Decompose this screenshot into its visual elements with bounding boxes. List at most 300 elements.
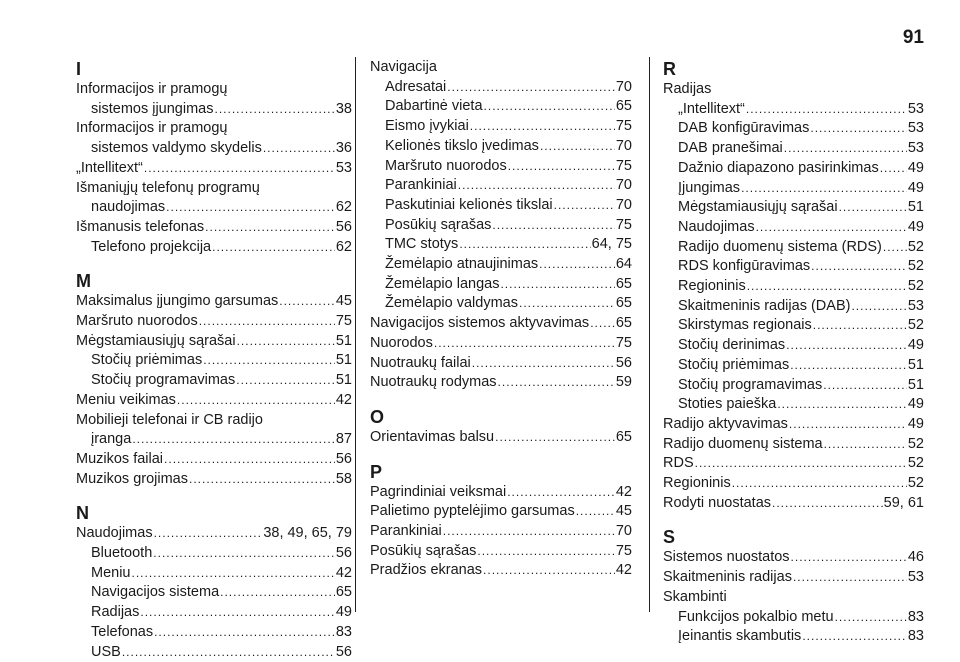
index-entry: [370, 117, 632, 137]
entry-page: 56: [335, 545, 352, 562]
index-entry: [76, 351, 352, 371]
entry-page: 65: [335, 584, 352, 601]
section-gap: [76, 489, 352, 502]
entry-page: 70: [615, 137, 632, 154]
dot-leader: [140, 603, 335, 623]
index-heading: Išmaniųjų telefonų programų: [76, 179, 260, 196]
entry-text: „Intellitext“: [678, 100, 745, 117]
dot-leader: [144, 159, 335, 179]
entry-page: 87: [335, 431, 352, 448]
index-entry: [76, 139, 352, 159]
entry-page: 49: [907, 337, 924, 354]
dot-leader: [732, 474, 907, 494]
entry-text: DAB pranešimai: [678, 140, 783, 157]
entry-text: RDS konfigūravimas: [678, 258, 811, 275]
dot-leader: [590, 314, 615, 334]
index-heading: Mobilieji telefonai ir CB radijo: [76, 411, 263, 428]
entry-page: 38, 49, 65, 79: [263, 525, 352, 542]
entry-page: 49: [907, 159, 924, 176]
entry-text: Dabartinė vieta: [385, 98, 483, 115]
entry-page: 56: [335, 450, 352, 467]
entry-page: 75: [615, 542, 632, 559]
entry-text: Meniu veikimas: [76, 391, 176, 408]
dot-leader: [434, 334, 615, 354]
section-letter: R: [663, 59, 676, 79]
index-entry: [370, 216, 632, 236]
dot-leader: [492, 216, 614, 236]
entry-text: sistemos valdymo skydelis: [91, 140, 262, 157]
dot-leader: [164, 450, 335, 470]
dot-leader: [199, 312, 335, 332]
entry-text: Rodyti nuostatas: [663, 494, 772, 511]
index-entry: [663, 297, 924, 317]
dot-leader: [500, 275, 614, 295]
dot-leader: [539, 255, 615, 275]
entry-page: 83: [335, 623, 352, 640]
index-entry: [76, 583, 352, 603]
index-entry: [663, 435, 924, 455]
index-entry: [76, 292, 352, 312]
index-entry: [76, 371, 352, 391]
dot-leader: [791, 548, 907, 568]
dot-leader: [811, 257, 907, 277]
entry-page: 49: [907, 218, 924, 235]
entry-page: 75: [615, 334, 632, 351]
entry-text: Maksimalus įjungimo garsumas: [76, 293, 279, 310]
index-heading: Informacijos ir pramogų: [76, 81, 228, 97]
dot-leader: [790, 356, 907, 376]
entry-page: 51: [335, 352, 352, 369]
dot-leader: [746, 100, 907, 120]
entry-text: Išmanusis telefonas: [76, 218, 205, 235]
dot-leader: [823, 376, 907, 396]
entry-text: sistemos įjungimas: [91, 100, 214, 117]
entry-page: 70: [615, 78, 632, 95]
entry-page: 62: [335, 199, 352, 216]
entry-text: Muzikos failai: [76, 450, 164, 467]
entry-text: Maršruto nuorodos: [76, 313, 198, 330]
entry-text: Parankiniai: [385, 177, 457, 194]
index-entry: [663, 415, 924, 435]
entry-page: 49: [335, 604, 352, 621]
index-column-3: [663, 58, 924, 647]
entry-text: Skaitmeninis radijas: [663, 569, 792, 586]
entry-page: 65: [615, 275, 632, 292]
entry-page: 64, 75: [591, 236, 632, 253]
entry-page: 53: [335, 159, 352, 176]
entry-text: Žemėlapio valdymas: [385, 295, 518, 312]
dot-leader: [154, 524, 263, 544]
index-entry: [76, 312, 352, 332]
index-entry: [76, 450, 352, 470]
entry-page: 42: [615, 562, 632, 579]
index-heading: Skambinti: [663, 588, 727, 605]
section-gap: [370, 393, 632, 406]
dot-leader: [205, 218, 335, 238]
entry-text: Stočių programavimas: [678, 376, 823, 393]
entry-page: 70: [615, 177, 632, 194]
index-entry: [370, 542, 632, 562]
entry-text: Radijo duomenų sistema (RDS): [678, 238, 882, 255]
entry-page: 65: [615, 295, 632, 312]
entry-page: 65: [615, 428, 632, 445]
entry-text: „Intellitext“: [76, 159, 143, 176]
index-entry: [663, 100, 924, 120]
entry-text: Bluetooth: [91, 545, 153, 562]
entry-page: 53: [907, 569, 924, 586]
column-divider: [649, 57, 650, 612]
index-entry: [76, 623, 352, 643]
dot-leader: [470, 117, 615, 137]
dot-leader: [189, 470, 335, 490]
index-entry: [663, 159, 924, 179]
entry-page: 52: [907, 278, 924, 295]
dot-leader: [263, 139, 335, 159]
entry-page: 52: [907, 475, 924, 492]
entry-text: Mėgstamiausiųjų sąrašai: [678, 199, 838, 216]
entry-text: Žemėlapio langas: [385, 275, 500, 292]
dot-leader: [459, 235, 590, 255]
entry-page: 56: [335, 218, 352, 235]
entry-text: Posūkių sąrašas: [370, 542, 477, 559]
entry-page: 65: [615, 98, 632, 115]
index-entry: [663, 395, 924, 415]
section-letter: I: [76, 59, 82, 79]
dot-leader: [784, 139, 907, 159]
index-entry: [663, 474, 924, 494]
index-entry: [370, 235, 632, 255]
entry-text: Įeinantis skambutis: [678, 628, 802, 645]
index-column-2: [370, 58, 632, 581]
index-entry: [663, 238, 924, 258]
entry-text: Radijas: [91, 604, 140, 621]
dot-leader: [741, 179, 907, 199]
entry-text: Stočių derinimas: [678, 337, 786, 354]
entry-text: Orientavimas balsu: [370, 428, 495, 445]
column-divider: [355, 57, 356, 612]
entry-page: 75: [335, 313, 352, 330]
index-entry: [663, 119, 924, 139]
entry-text: Stočių priėmimas: [91, 352, 203, 369]
entry-text: TMC stotys: [385, 236, 459, 253]
index-entry: [370, 373, 632, 393]
entry-text: Naudojimas: [76, 525, 153, 542]
entry-text: Funkcijos pokalbio metu: [678, 608, 834, 625]
dot-leader: [540, 137, 615, 157]
index-entry: [76, 100, 352, 120]
entry-page: 58: [335, 470, 352, 487]
entry-text: Radijo aktyvavimas: [663, 415, 788, 432]
entry-text: Nuotraukų failai: [370, 354, 471, 371]
index-entry: [76, 643, 352, 662]
entry-page: 42: [335, 391, 352, 408]
index-entry: [663, 198, 924, 218]
dot-leader: [507, 483, 615, 503]
dot-leader: [756, 218, 907, 238]
dot-leader: [880, 159, 907, 179]
index-entry: [76, 391, 352, 411]
entry-text: Naudojimas: [678, 218, 755, 235]
index-entry: [370, 428, 632, 448]
index-entry: [663, 257, 924, 277]
entry-page: 83: [907, 608, 924, 625]
entry-page: 53: [907, 120, 924, 137]
section-letter: S: [663, 527, 676, 548]
dot-leader: [484, 97, 615, 117]
section-gap: [663, 513, 924, 526]
index-entry: [663, 454, 924, 474]
dot-leader: [122, 643, 335, 662]
index-entry: [76, 430, 352, 450]
index-column-1: [76, 58, 352, 662]
entry-text: Meniu: [91, 564, 131, 581]
dot-leader: [508, 157, 615, 177]
index-entry: [663, 494, 924, 514]
index-entry: [370, 97, 632, 117]
index-entry: [370, 78, 632, 98]
dot-leader: [495, 428, 615, 448]
dot-leader: [237, 332, 335, 352]
index-entry: [370, 354, 632, 374]
entry-text: Nuorodos: [370, 334, 433, 351]
entry-page: 46: [907, 549, 924, 566]
entry-page: 52: [907, 435, 924, 452]
dot-leader: [793, 568, 907, 588]
dot-leader: [220, 583, 335, 603]
entry-text: Skaitmeninis radijas (DAB): [678, 297, 851, 314]
entry-page: 65: [615, 315, 632, 332]
entry-text: Nuotraukų rodymas: [370, 374, 497, 391]
index-entry: [76, 470, 352, 490]
entry-text: naudojimas: [91, 199, 166, 216]
entry-page: 70: [615, 523, 632, 540]
section-gap: [76, 257, 352, 270]
dot-leader: [824, 435, 907, 455]
index-entry: [76, 218, 352, 238]
dot-leader: [154, 623, 335, 643]
dot-leader: [802, 627, 907, 647]
dot-leader: [883, 238, 907, 258]
entry-page: 51: [335, 332, 352, 349]
entry-page: 49: [907, 396, 924, 413]
entry-page: 75: [615, 157, 632, 174]
entry-text: Žemėlapio atnaujinimas: [385, 256, 539, 273]
dot-leader: [851, 297, 906, 317]
index-entry: [663, 316, 924, 336]
index-heading: Informacijos ir pramogų: [76, 120, 228, 137]
index-entry: [370, 314, 632, 334]
dot-leader: [212, 238, 335, 258]
entry-text: Stočių priėmimas: [678, 356, 790, 373]
entry-page: 36: [335, 140, 352, 157]
entry-page: 56: [335, 643, 352, 660]
entry-page: 42: [335, 564, 352, 581]
entry-text: Pradžios ekranas: [370, 562, 483, 579]
section-letter: O: [370, 406, 385, 427]
index-entry: [76, 159, 352, 179]
entry-page: 52: [907, 238, 924, 255]
entry-text: DAB konfigūravimas: [678, 120, 810, 137]
index-entry: [663, 627, 924, 647]
entry-page: 75: [615, 216, 632, 233]
entry-page: 53: [907, 100, 924, 117]
index-entry: [370, 157, 632, 177]
index-entry: [663, 277, 924, 297]
index-entry: [76, 198, 352, 218]
dot-leader: [498, 373, 615, 393]
dot-leader: [695, 454, 907, 474]
index-heading: Radijas: [663, 81, 712, 97]
entry-text: Posūkių sąrašas: [385, 216, 492, 233]
index-entry: [663, 336, 924, 356]
page-number: 91: [902, 27, 924, 48]
entry-text: Telefonas: [91, 623, 154, 640]
index-entry: [663, 568, 924, 588]
entry-page: 49: [907, 415, 924, 432]
entry-text: Stoties paieška: [678, 396, 777, 413]
entry-page: 70: [615, 196, 632, 213]
index-entry: [76, 544, 352, 564]
entry-text: Paskutiniai kelionės tikslai: [385, 196, 553, 213]
dot-leader: [835, 608, 907, 628]
index-entry: [370, 522, 632, 542]
dot-leader: [519, 294, 615, 314]
entry-page: 45: [615, 503, 632, 520]
dot-leader: [215, 100, 335, 120]
entry-page: 53: [907, 140, 924, 157]
entry-text: Regioninis: [663, 475, 731, 492]
entry-page: 64: [615, 256, 632, 273]
dot-leader: [447, 78, 615, 98]
entry-text: Sistemos nuostatos: [663, 549, 790, 566]
dot-leader: [203, 351, 335, 371]
section-letter: M: [76, 271, 91, 292]
entry-page: 52: [907, 455, 924, 472]
entry-page: 51: [335, 372, 352, 389]
entry-text: Skirstymas regionais: [678, 317, 812, 334]
dot-leader: [472, 354, 615, 374]
dot-leader: [279, 292, 335, 312]
index-entry: [663, 179, 924, 199]
entry-text: Regioninis: [678, 278, 746, 295]
index-entry: [76, 238, 352, 258]
dot-leader: [177, 391, 335, 411]
index-entry: [663, 608, 924, 628]
entry-text: Palietimo pyptelėjimo garsumas: [370, 503, 575, 520]
index-entry: [370, 137, 632, 157]
entry-page: 45: [335, 293, 352, 310]
dot-leader: [786, 336, 907, 356]
dot-leader: [747, 277, 907, 297]
entry-text: RDS: [663, 455, 694, 472]
entry-page: 52: [907, 317, 924, 334]
dot-leader: [483, 561, 615, 581]
dot-leader: [772, 494, 883, 514]
entry-page: 51: [907, 356, 924, 373]
index-entry: [663, 548, 924, 568]
section-letter: P: [370, 461, 383, 482]
dot-leader: [839, 198, 907, 218]
dot-leader: [236, 371, 335, 391]
entry-text: Mėgstamiausiųjų sąrašai: [76, 332, 236, 349]
entry-page: 75: [615, 118, 632, 135]
entry-page: 51: [907, 376, 924, 393]
index-entry: [370, 561, 632, 581]
entry-text: Maršruto nuorodos: [385, 157, 507, 174]
entry-page: 38: [335, 100, 352, 117]
entry-page: 62: [335, 238, 352, 255]
section-letter: N: [76, 503, 89, 524]
index-entry: [370, 255, 632, 275]
entry-text: Radijo duomenų sistema: [663, 435, 823, 452]
entry-text: Parankiniai: [370, 523, 442, 540]
dot-leader: [789, 415, 907, 435]
entry-text: Navigacijos sistema: [91, 584, 220, 601]
index-entry: [370, 176, 632, 196]
entry-text: Dažnio diapazono pasirinkimas: [678, 159, 879, 176]
dot-leader: [810, 119, 907, 139]
dot-leader: [132, 430, 335, 450]
dot-leader: [443, 522, 615, 542]
entry-page: 53: [907, 297, 924, 314]
entry-text: įranga: [91, 431, 132, 448]
entry-page: 42: [615, 483, 632, 500]
dot-leader: [166, 198, 335, 218]
dot-leader: [813, 316, 907, 336]
dot-leader: [477, 542, 614, 562]
entry-page: 83: [907, 628, 924, 645]
index-entry: [663, 218, 924, 238]
index-entry: [370, 334, 632, 354]
index-entry: [663, 376, 924, 396]
dot-leader: [576, 502, 615, 522]
entry-text: Stočių programavimas: [91, 372, 236, 389]
entry-page: 51: [907, 199, 924, 216]
dot-leader: [458, 176, 615, 196]
entry-page: 59, 61: [883, 494, 924, 511]
entry-text: Pagrindiniai veiksmai: [370, 483, 507, 500]
index-entry: [370, 483, 632, 503]
entry-text: Adresatai: [385, 78, 447, 95]
index-entry: [370, 275, 632, 295]
index-entry: [663, 139, 924, 159]
entry-page: 49: [907, 179, 924, 196]
dot-leader: [153, 544, 335, 564]
entry-page: 59: [615, 374, 632, 391]
entry-text: Telefono projekcija: [91, 238, 212, 255]
entry-text: USB: [91, 643, 121, 660]
dot-leader: [777, 395, 907, 415]
dot-leader: [554, 196, 615, 216]
entry-page: 56: [615, 354, 632, 371]
index-entry: [76, 332, 352, 352]
entry-text: Kelionės tikslo įvedimas: [385, 137, 539, 154]
entry-text: Įjungimas: [678, 179, 741, 196]
index-entry: [76, 603, 352, 623]
section-gap: [370, 448, 632, 461]
entry-text: Eismo įvykiai: [385, 118, 469, 135]
index-entry: [663, 356, 924, 376]
index-entry: [370, 196, 632, 216]
index-entry: [76, 524, 352, 544]
entry-page: 52: [907, 258, 924, 275]
index-heading: Navigacija: [370, 59, 437, 75]
entry-text: Muzikos grojimas: [76, 470, 188, 487]
index-entry: [76, 564, 352, 584]
index-entry: [370, 502, 632, 522]
dot-leader: [132, 564, 335, 584]
index-entry: [370, 294, 632, 314]
